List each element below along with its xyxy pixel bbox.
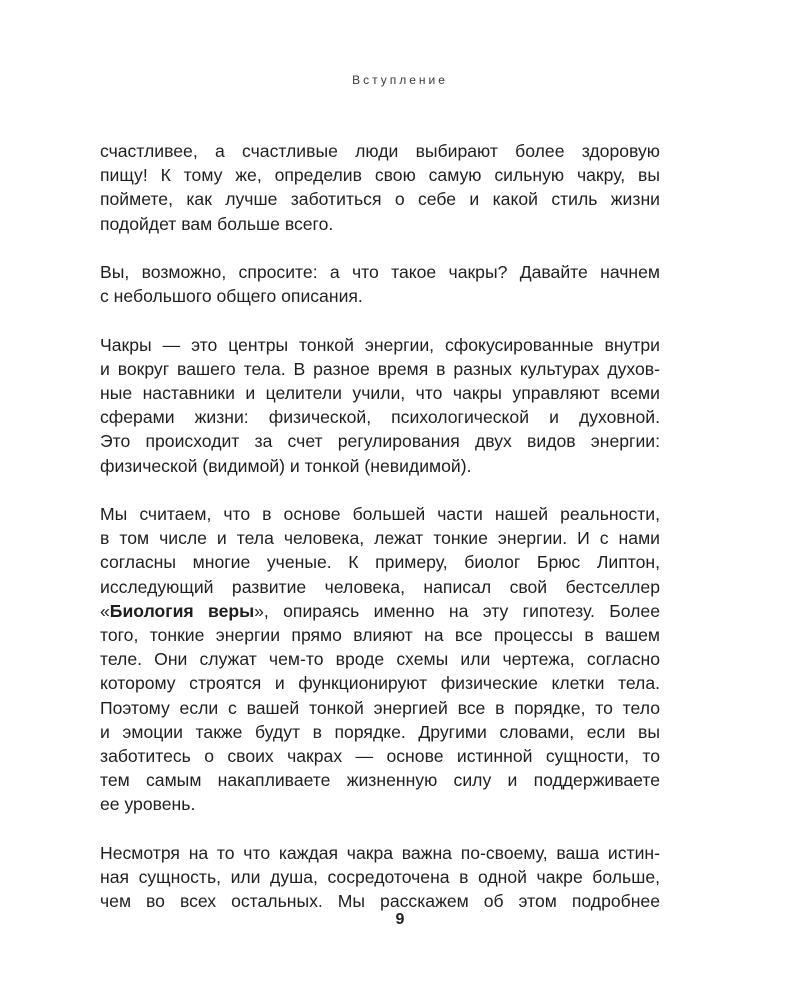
paragraph-4: [100, 502, 660, 817]
text-line: и эмоции также будут в порядке. Другими словами, если вы: [100, 721, 660, 742]
paragraph-3: [100, 333, 660, 478]
text-line-with-book-title: [100, 599, 660, 623]
text-line: чем во всех остальных. Мы расскажем об этом подробнее: [100, 891, 660, 912]
text-line: Вы, возможно, спросите: а что такое чакры? Давайте начнем: [100, 262, 660, 282]
text-line: сферами жизни: физической, психологической и духовной.: [100, 407, 660, 428]
text-line-rest: », опираясь именно на эту гипотезу. Более: [254, 600, 660, 621]
text-line: Поэтому если с вашей тонкой энергией все в порядке, то тело: [100, 697, 660, 718]
text-line: того, тонкие энергии прямо влияют на все процессы в вашем: [100, 625, 660, 646]
paragraph-1: [100, 139, 660, 236]
text-line: ее уровень.: [100, 794, 196, 815]
text-line: физической (видимой) и тонкой (невидимой).: [100, 455, 472, 476]
text-line: поймете, как лучше заботиться о себе и какой стиль жизни: [100, 189, 660, 210]
paragraph-2: [100, 260, 660, 308]
text-line: ная сущность, или душа, сосредоточена в одной чакре больше,: [100, 867, 660, 888]
text-line: исследующий развитие человека, написал свой бестселлер: [100, 576, 660, 597]
text-line: подойдет вам больше всего.: [100, 213, 334, 234]
running-head: Вступление: [352, 73, 448, 87]
opening-quote: «: [100, 600, 110, 621]
text-line: Несмотря на то что каждая чакра важна по-своему, ваша истин-: [100, 842, 660, 863]
text-line: Чакры — это центры тонкой энергии, сфокусированные внутри: [100, 334, 660, 355]
text-line: Мы считаем, что в основе большей части нашей реальности,: [100, 504, 660, 524]
text-line: пищу! К тому же, определив свою самую сильную чакру, вы: [100, 165, 660, 186]
text-line: Это происходит за счет регулирования двух видов энергии:: [100, 431, 660, 452]
text-line: заботитесь о своих чакрах — основе истинной сущности, то: [100, 746, 660, 767]
text-line: в том числе и тела человека, лежат тонкие энергии. И с нами: [100, 528, 660, 549]
book-title: Биология веры: [109, 600, 255, 621]
text-line: которому строятся и функционируют физические клетки тела.: [100, 673, 660, 694]
text-line: согласны многие ученые. К примеру, биолог Брюс Липтон,: [100, 552, 660, 573]
paragraph-5: [100, 841, 660, 914]
body-text: [100, 139, 660, 938]
text-line: счастливее, а счастливые люди выбирают более здоровую: [100, 141, 660, 161]
text-line: и вокруг вашего тела. В разное время в разных культурах духов-: [100, 358, 660, 379]
text-line: теле. Они служат чем-то вроде схемы или чертежа, согласно: [100, 649, 660, 670]
text-line: ные наставники и целители учили, что чакры управляют всеми: [100, 383, 660, 403]
text-line: с небольшого общего описания.: [100, 286, 363, 307]
page-number: 9: [395, 911, 405, 928]
text-line: тем самым накапливаете жизненную силу и поддерживаете: [100, 770, 660, 791]
